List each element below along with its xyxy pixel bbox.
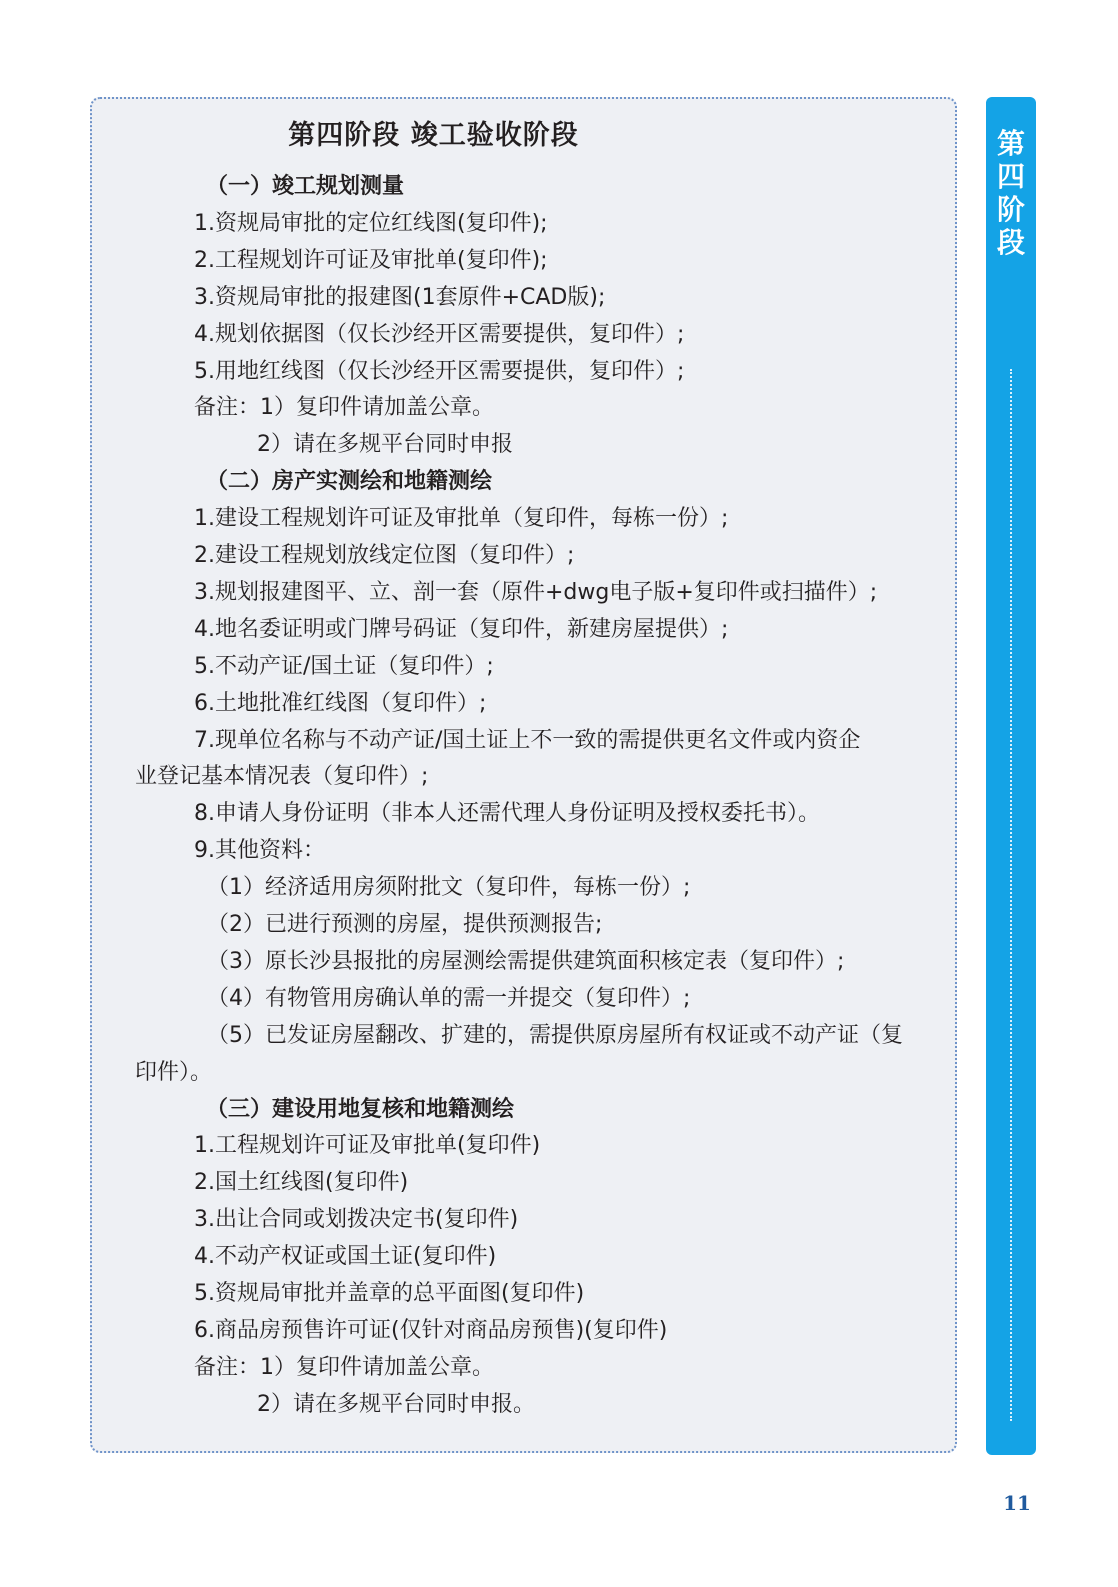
list-item: 9.其他资料： bbox=[194, 838, 325, 864]
list-item: 6.土地批准红线图（复印件）; bbox=[194, 690, 487, 716]
list-item: 6.商品房预售许可证(仅针对商品房预售)(复印件) bbox=[194, 1317, 668, 1343]
side-tab-char: 第 bbox=[996, 127, 1025, 160]
side-tab-char: 段 bbox=[996, 226, 1025, 259]
list-item: 5.资规局审批并盖章的总平面图(复印件) bbox=[194, 1281, 585, 1306]
list-item: 备注：1）复印件请加盖公章。 bbox=[194, 395, 494, 421]
list-item: 2.工程规划许可证及审批单(复印件); bbox=[194, 247, 548, 273]
side-tab-dotted-line bbox=[1010, 369, 1012, 1421]
side-tab-char: 阶 bbox=[996, 193, 1025, 226]
list-item: 3.规划报建图平、立、剖一套（原件+dwg电子版+复印件或扫描件）; bbox=[194, 579, 878, 605]
list-item: 3.资规局审批的报建图(1套原件+CAD版); bbox=[194, 284, 606, 310]
section-heading: （二）房产实测绘和地籍测绘 bbox=[206, 469, 493, 495]
list-item: （4）有物管用房确认单的需一并提交（复印件）; bbox=[207, 985, 691, 1011]
list-item: 2.国土红线图(复印件) bbox=[194, 1170, 409, 1196]
list-item: 2）请在多规平台同时申报 bbox=[257, 432, 513, 458]
list-item: 1.建设工程规划许可证及审批单（复印件，每栋一份）; bbox=[194, 506, 729, 532]
list-item: （1）经济适用房须附批文（复印件，每栋一份）; bbox=[207, 875, 691, 901]
list-item: 2）请在多规平台同时申报。 bbox=[257, 1391, 535, 1417]
side-stage-tab bbox=[986, 97, 1036, 1455]
list-item: 2.建设工程规划放线定位图（复印件）; bbox=[194, 543, 575, 568]
page-title: 第四阶段 竣工验收阶段 bbox=[288, 120, 579, 151]
list-item: 5.不动产证/国土证（复印件）; bbox=[194, 653, 494, 679]
list-item: 5.用地红线图（仅长沙经开区需要提供，复印件）; bbox=[194, 358, 685, 384]
list-item: 4.地名委证明或门牌号码证（复印件，新建房屋提供）; bbox=[194, 616, 729, 642]
section-heading: （三）建设用地复核和地籍测绘 bbox=[206, 1096, 515, 1122]
list-item: 备注：1）复印件请加盖公章。 bbox=[194, 1354, 494, 1380]
list-item: （3）原长沙县报批的房屋测绘需提供建筑面积核定表（复印件）; bbox=[207, 948, 845, 974]
page-number: 11 bbox=[1003, 1491, 1031, 1515]
list-item: 4.规划依据图（仅长沙经开区需要提供，复印件）; bbox=[194, 321, 685, 347]
list-item: （5）已发证房屋翻改、扩建的，需提供原房屋所有权证或不动产证（复 bbox=[207, 1022, 903, 1048]
list-item: （2）已进行预测的房屋，提供预测报告; bbox=[207, 912, 603, 937]
section-heading: （一）竣工规划测量 bbox=[206, 174, 405, 199]
list-item: 1.工程规划许可证及审批单(复印件) bbox=[194, 1133, 541, 1159]
list-item: 7.现单位名称与不动产证/国土证上不一致的需提供更名文件或内资企 bbox=[194, 727, 861, 753]
list-item: 3.出让合同或划拨决定书(复印件) bbox=[194, 1207, 519, 1233]
side-tab-char: 四 bbox=[996, 160, 1025, 193]
list-item: 4.不动产权证或国土证(复印件) bbox=[194, 1244, 497, 1270]
side-tab-label bbox=[986, 127, 1036, 259]
list-item: 8.申请人身份证明（非本人还需代理人身份证明及授权委托书）。 bbox=[194, 801, 820, 827]
list-item: 印件）。 bbox=[135, 1059, 213, 1085]
list-item: 业登记基本情况表（复印件）; bbox=[135, 764, 429, 790]
list-item: 1.资规局审批的定位红线图(复印件); bbox=[194, 210, 548, 236]
